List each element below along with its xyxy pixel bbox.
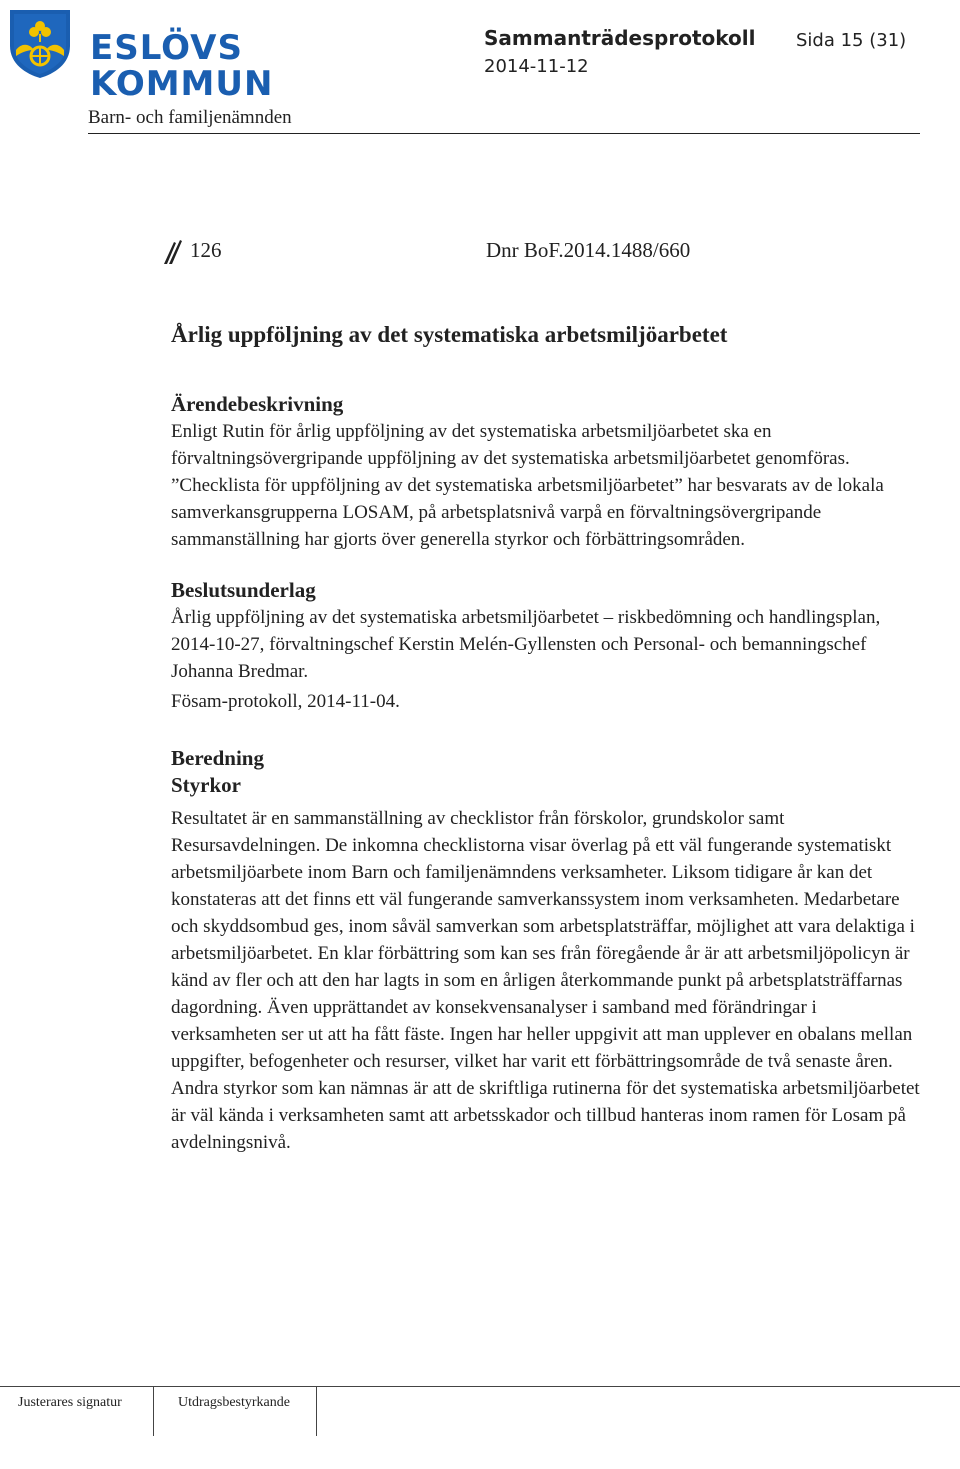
organization-name [90, 30, 273, 102]
section-text-beslutsunderlag: Årlig uppföljning av det systematiska arbetsmiljöarbetet – riskbedömning och handlingsplan, 2014-10-27, förvaltningschef Kerstin Melén-Gyllensten och Personal- och bemanningschef Johanna Bredmar. [171, 607, 881, 682]
paragraph-mark-icon [160, 238, 184, 266]
section-text-styrkor: Resultatet är en sammanställning av checklistor från förskolor, grundskolor samt Resursavdelningen. De inkomna checklistorna visar överlag på ett väl fungerande systematiskt arbetsmiljöarbete inom Barn och familjenämndens verksamheter. Liksom tidigare år kan det konstateras att det finns ett väl fungerande samverkanssystem inom verksamheten. Medarbetare och skyddsombud ges, inom såväl samverkan som arbetsplatsträffar, möjlighet att vara delaktiga i arbetsmiljöarbetet. En klar förbättring som kan ses från föregående år är att arbetsmiljöpolicyn är känd av fler och att den har lagts in som en årligen återkommande punkt på arbetsplatsträffarnas dagordning. Även upprättandet av konsekvensanalyser i samband med förändringar i verksamheten ser ut att ha fått fäste. Ingen har heller uppgivit att man upplever en obalans mellan uppgifter, befogenheter och resurser, vilket har varit ett förbättringsområde de två senaste åren. Andra styrkor som kan nämnas är att de skriftliga rutinerna för det systematiska arbetsmiljöarbetet är väl kända i verksamheten samt att arbetsskador och tillbud hanteras inom ramen för Losam på avdelningsnivå. [171, 808, 920, 1153]
section-heading-arendebeskrivning: Ärendebeskrivning [171, 392, 344, 416]
organization-name-line2: KOMMUN [90, 64, 274, 104]
section-text-fosam-protokoll: Fösam-protokoll, 2014-11-04. [171, 691, 400, 712]
document-type: Sammanträdesprotokoll [484, 26, 756, 50]
section-text-arendebeskrivning: Enligt Rutin för årlig uppföljning av det systematiska arbetsmiljöarbetet ska en förvaltningsövergripande uppföljning av det systematiska arbetsmiljöarbetet genomföras. ”Checklista för uppföljning av det systematiska arbetsmiljöarbetet” har besvarats av de lokala samverkansgrupperna LOSAM, på arbetsplatsnivå varpå en förvaltningsövergripande sammanställning har gjorts över generella styrkor och förbättringsområden. [171, 421, 884, 550]
footer-column-divider [153, 1386, 154, 1436]
signature-box-label: Justerares signatur [18, 1395, 122, 1410]
department-name: Barn- och familjenämnden [88, 107, 292, 128]
page-number: Sida 15 (31) [796, 30, 907, 51]
document-date: 2014-11-12 [484, 56, 589, 77]
diary-number: Dnr BoF.2014.1488/660 [486, 238, 691, 262]
item-content [171, 391, 927, 1156]
municipality-crest-logo [6, 6, 74, 80]
section-subheading-styrkor: Styrkor [171, 773, 241, 797]
item-title: Årlig uppföljning av det systematiska arbetsmiljöarbetet [171, 322, 728, 347]
section-heading-beredning: Beredning [171, 746, 264, 770]
extract-certification-label: Utdragsbestyrkande [178, 1395, 290, 1410]
organization-name-line1: ESLÖVS [90, 28, 243, 68]
footer-column-divider [316, 1386, 317, 1436]
section-heading-beslutsunderlag: Beslutsunderlag [171, 578, 316, 602]
item-number: 126 [190, 238, 222, 262]
footer-divider [0, 1386, 960, 1387]
header-divider [88, 133, 920, 134]
